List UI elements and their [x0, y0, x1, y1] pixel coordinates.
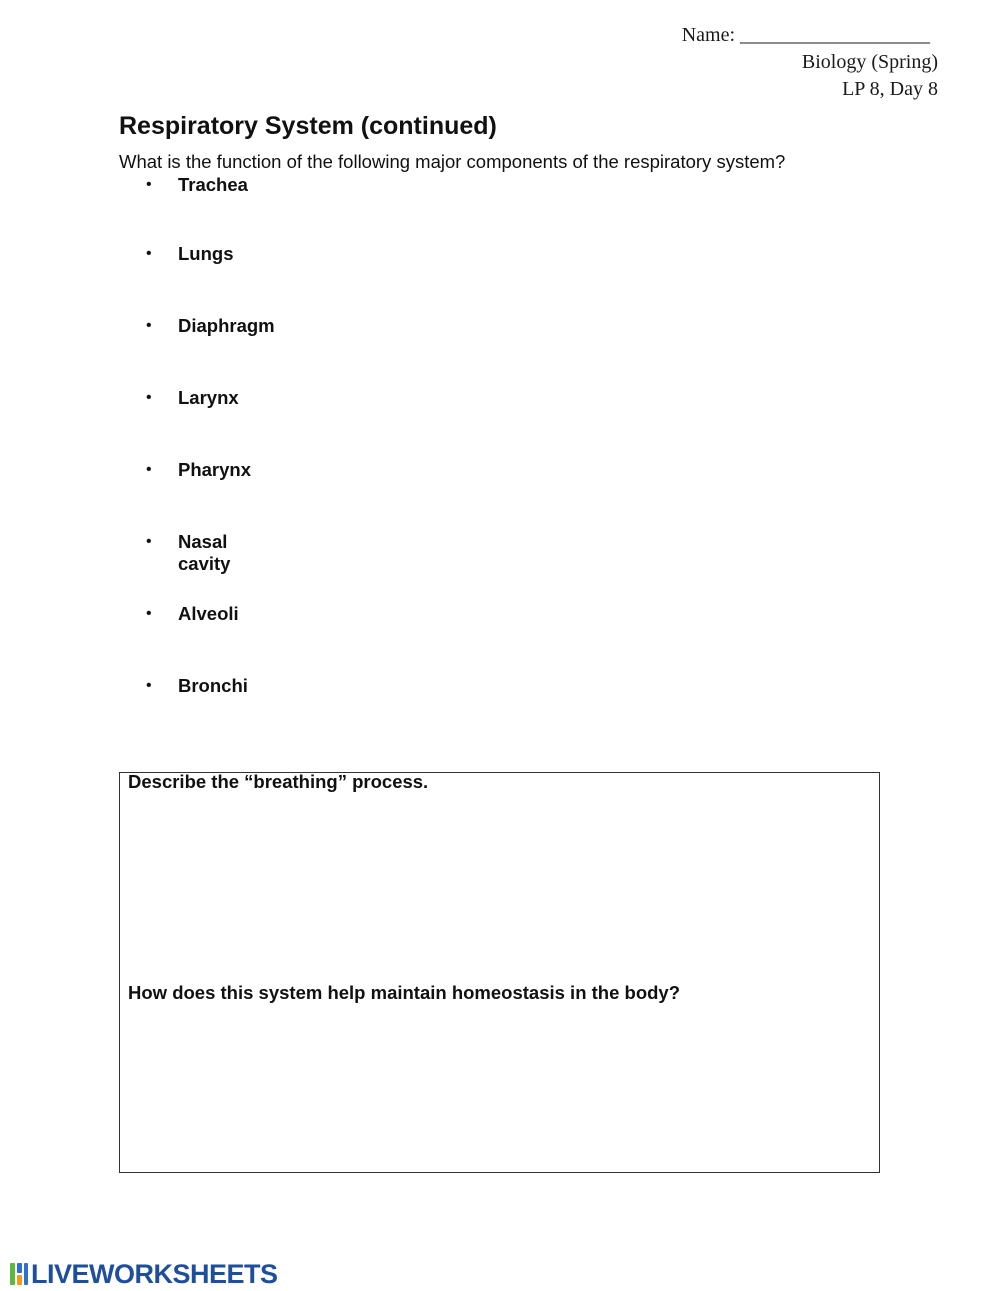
header-info [682, 22, 938, 103]
component-label-lungs: Lungs [178, 243, 234, 264]
liveworksheets-logo[interactable] [9, 1260, 278, 1288]
intro-question: What is the function of the following major components of the respiratory system? [119, 151, 786, 172]
lesson-label: LP 8, Day 8 [842, 78, 938, 100]
bullet: • [146, 533, 152, 550]
breathing-question: Describe the “breathing” process. [128, 771, 429, 792]
bullet: • [146, 176, 152, 193]
bullet: • [146, 317, 152, 334]
component-label-diaphragm: Diaphragm [178, 315, 275, 336]
component-label-alveoli: Alveoli [178, 603, 239, 624]
bullet: • [146, 605, 152, 622]
component-label-larynx: Larynx [178, 387, 239, 408]
bullet: • [146, 677, 152, 694]
bullet: • [146, 461, 152, 478]
name-field-line[interactable]: Name: ___________________ [681, 24, 930, 46]
bullet: • [146, 389, 152, 406]
component-label-nasal-cavity: Nasal cavity [178, 531, 231, 574]
liveworksheets-logo-icon [9, 1262, 29, 1286]
component-label-pharynx: Pharynx [178, 459, 252, 480]
bullet: • [146, 245, 152, 262]
page-title: Respiratory System (continued) [119, 112, 497, 140]
component-label-trachea: Trachea [178, 174, 248, 195]
answer-box[interactable] [119, 772, 880, 1173]
logo-text: LIVEWORKSHEETS [31, 1258, 278, 1289]
course-label: Biology (Spring) [801, 51, 938, 73]
homeostasis-question: How does this system help maintain homeostasis in the body? [128, 982, 681, 1003]
component-label-bronchi: Bronchi [178, 675, 248, 696]
